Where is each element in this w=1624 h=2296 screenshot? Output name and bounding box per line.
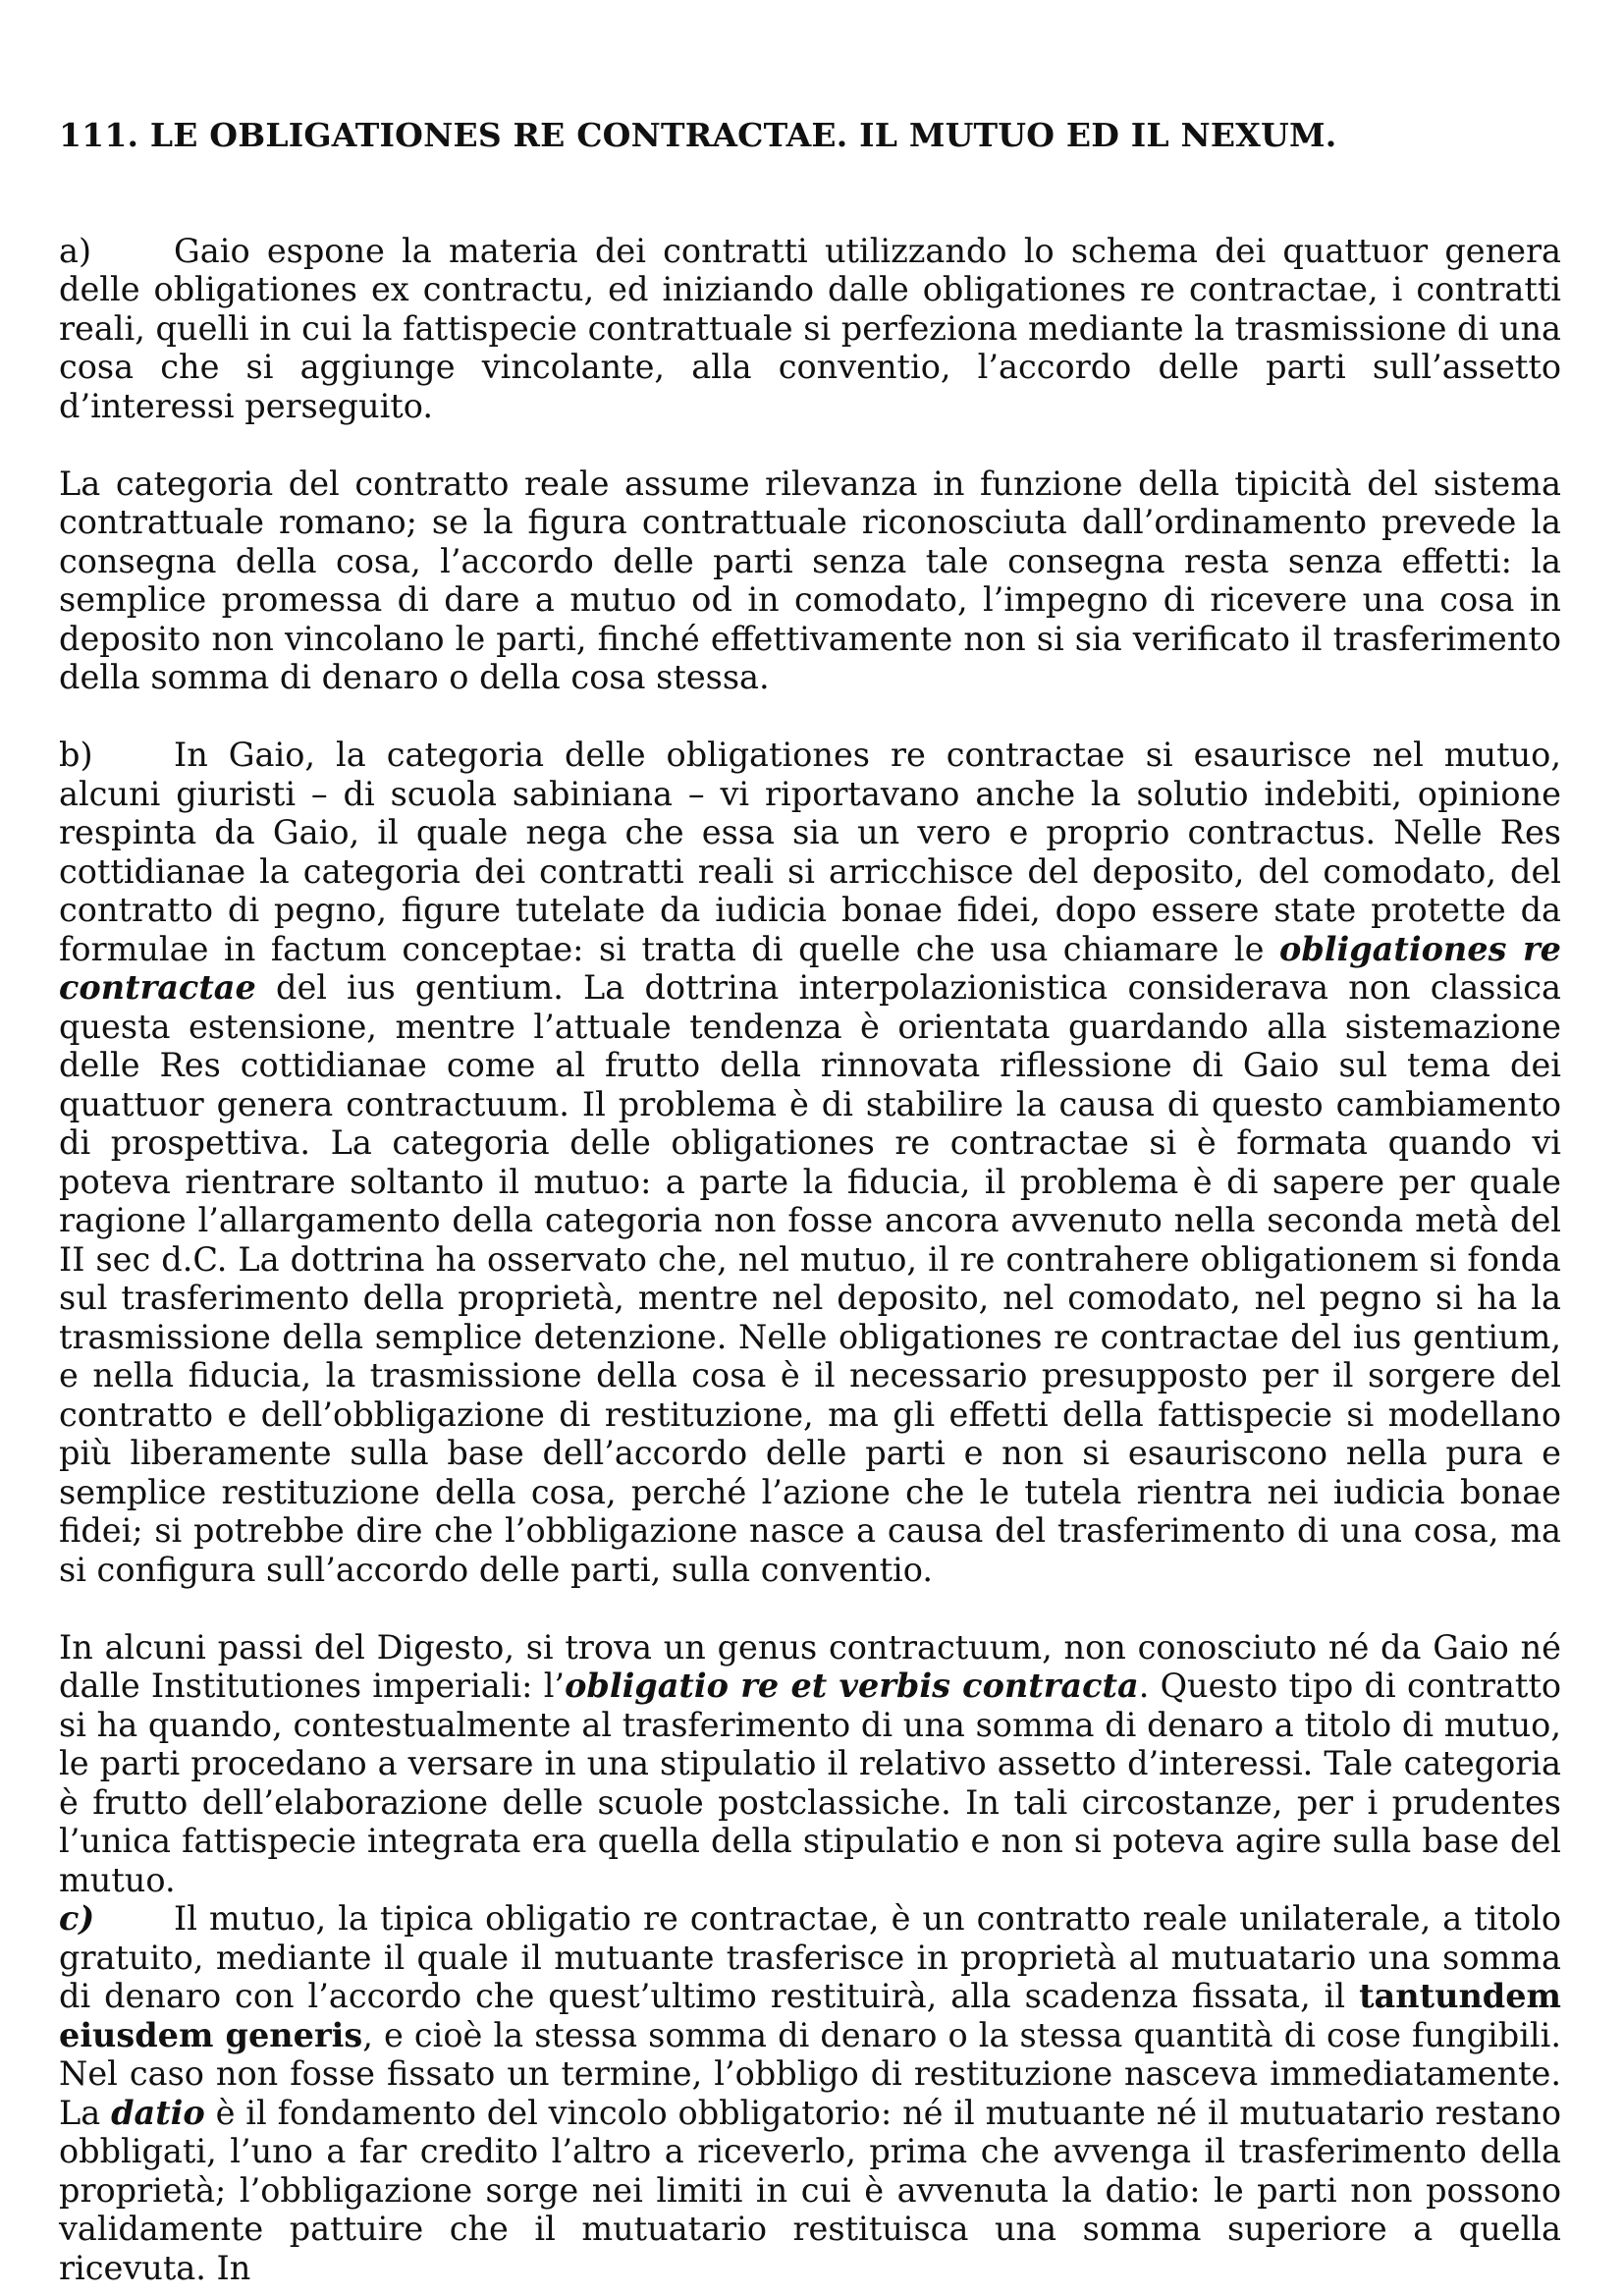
paragraph-c-text-3: è il fondamento del vincolo obbligatorio: né il mutuante né il mutuatario restano obbligati, l’uno a far credito l’altro a riceverlo, prima che avvenga il trasferimento della proprietà; l’obbligazione sorge nei limiti in cui è avvenuta la datio: le parti non possono validamente pattuire che il mutuatario restituisca una somma superiore a quella ricevuta. In bbox=[59, 2093, 1561, 2287]
paragraph-a-text: Gaio espone la materia dei contratti utilizzando lo schema dei quattuor genera delle obligationes ex contractu, ed iniziando dalle obligationes re contractae, i contratti reali, quelli in cui la fattispecie contrattuale si perfeziona mediante la trasmissione di una cosa che si aggiunge vincolante, alla conventio, l’accordo delle parti sull’assetto d’interessi perseguito. bbox=[59, 231, 1561, 425]
paragraph-a2 bbox=[59, 465, 1561, 697]
document-page bbox=[59, 116, 1561, 2287]
paragraph-label-c: c) bbox=[59, 1899, 95, 1938]
paragraph-b2-emphasis: obligatio re et verbis contracta bbox=[565, 1667, 1139, 1705]
paragraph-b2-text-2: . Questo tipo di contratto si ha quando, contestualmente al trasferimento di una somma di denaro a titolo di mutuo, le parti procedano a versare in una stipulatio il relativo assetto d’interessi. Tale categoria è frutto dell’elaborazione delle scuole postclassiche. In tali circostanze, per i prudentes l’unica fattispecie integrata era quella della stipulatio e non si poteva agire sulla base del mutuo. bbox=[59, 1667, 1561, 1899]
paragraph-a bbox=[59, 232, 1561, 426]
paragraph-label-a: a) bbox=[59, 231, 92, 270]
paragraph-b2 bbox=[59, 1628, 1561, 1900]
paragraph-c-strong: tantundem eiusdem generis bbox=[59, 1977, 1561, 2054]
paragraph-a2-text: La categoria del contratto reale assume rilevanza in funzione della tipicità del sistema contrattuale romano; se la figura contrattuale riconosciuta dall’ordinamento prevede la consegna della cosa, l’accordo delle parti senza tale consegna resta senza effetti: la semplice promessa di dare a mutuo od in comodato, l’impegno di ricevere una cosa in deposito non vincolano le parti, finché effettivamente non si sia verificato il trasferimento della somma di denaro o della cosa stessa. bbox=[59, 464, 1561, 696]
paragraph-b-text-2: del ius gentium. La dottrina interpolazionistica considerava non classica questa estensione, mentre l’attuale tendenza è orientata guardando alla sistemazione delle Res cottidianae come al frutto della rinnovata riflessione di Gaio sul tema dei quattuor genera contractuum. Il problema è di stabilire la causa di questo cambiamento di prospettiva. La categoria delle obligationes re contractae si è formata quando vi poteva rientrare soltanto il mutuo: a parte la fiducia, il problema è di sapere per quale ragione l’allargamento della categoria non fosse ancora avvenuto nella seconda metà del II sec d.C. La dottrina ha osservato che, nel mutuo, il re contrahere obligationem si fonda sul trasferimento della proprietà, mentre nel deposito, nel comodato, nel pegno si ha la trasmissione della semplice detenzione. Nelle obligationes re contractae del ius gentium, e nella fiducia, la trasmissione della cosa è il necessario presupposto per il sorgere del contratto e dell’obbligazione di restituzione, ma gli effetti della fattispecie si modellano più liberamente sulla base dell’accordo delle parti e non si esauriscono nella pura e semplice restituzione della cosa, perché l’azione che le tutela rientra nei iudicia bonae fidei; si potrebbe dire che l’obbligazione nasce a causa del trasferimento di una cosa, ma si configura sull’accordo delle parti, sulla conventio. bbox=[59, 968, 1561, 1589]
paragraph-label-b: b) bbox=[59, 736, 93, 774]
paragraph-b-text-1: In Gaio, la categoria delle obligationes re contractae si esaurisce nel mutuo, alcuni giuristi – di scuola sabiniana – vi riportavano anche la solutio indebiti, opinione respinta da Gaio, il quale nega che essa sia un vero e proprio contractus. Nelle Res cottidianae la categoria dei contratti reali si arricchisce del deposito, del comodato, del contratto di pegno, figure tutelate da iudicia bonae fidei, dopo essere state protette da formulae in factum conceptae: si tratta di quelle che usa chiamare le bbox=[59, 736, 1561, 968]
paragraph-b bbox=[59, 736, 1561, 1589]
paragraph-c bbox=[59, 1899, 1561, 2287]
paragraph-c-text-2: , e cioè la stessa somma di denaro o la stessa quantità di cose fungibili. Nel caso non fosse fissato un termine, l’obbligo di restituzione nasceva immediatamente. La bbox=[59, 2015, 1561, 2132]
paragraph-b-emphasis: obligationes re contractae bbox=[59, 929, 1561, 1007]
paragraph-b2-text-1: In alcuni passi del Digesto, si trova un genus contractuum, non conosciuto né da Gaio né dalle Institutiones imperiali: l’ bbox=[59, 1627, 1561, 1705]
paragraph-c-emphasis: datio bbox=[111, 2093, 205, 2132]
section-title: 111. LE OBLIGATIONES RE CONTRACTAE. IL MUTUO ED IL NEXUM. bbox=[59, 116, 1337, 154]
paragraph-c-text-1: Il mutuo, la tipica obligatio re contractae, è un contratto reale unilaterale, a titolo gratuito, mediante il quale il mutuante trasferisce in proprietà al mutuatario una somma di denaro con l’accordo che quest’ultimo restituirà, alla scadenza fissata, il bbox=[59, 1899, 1561, 2015]
